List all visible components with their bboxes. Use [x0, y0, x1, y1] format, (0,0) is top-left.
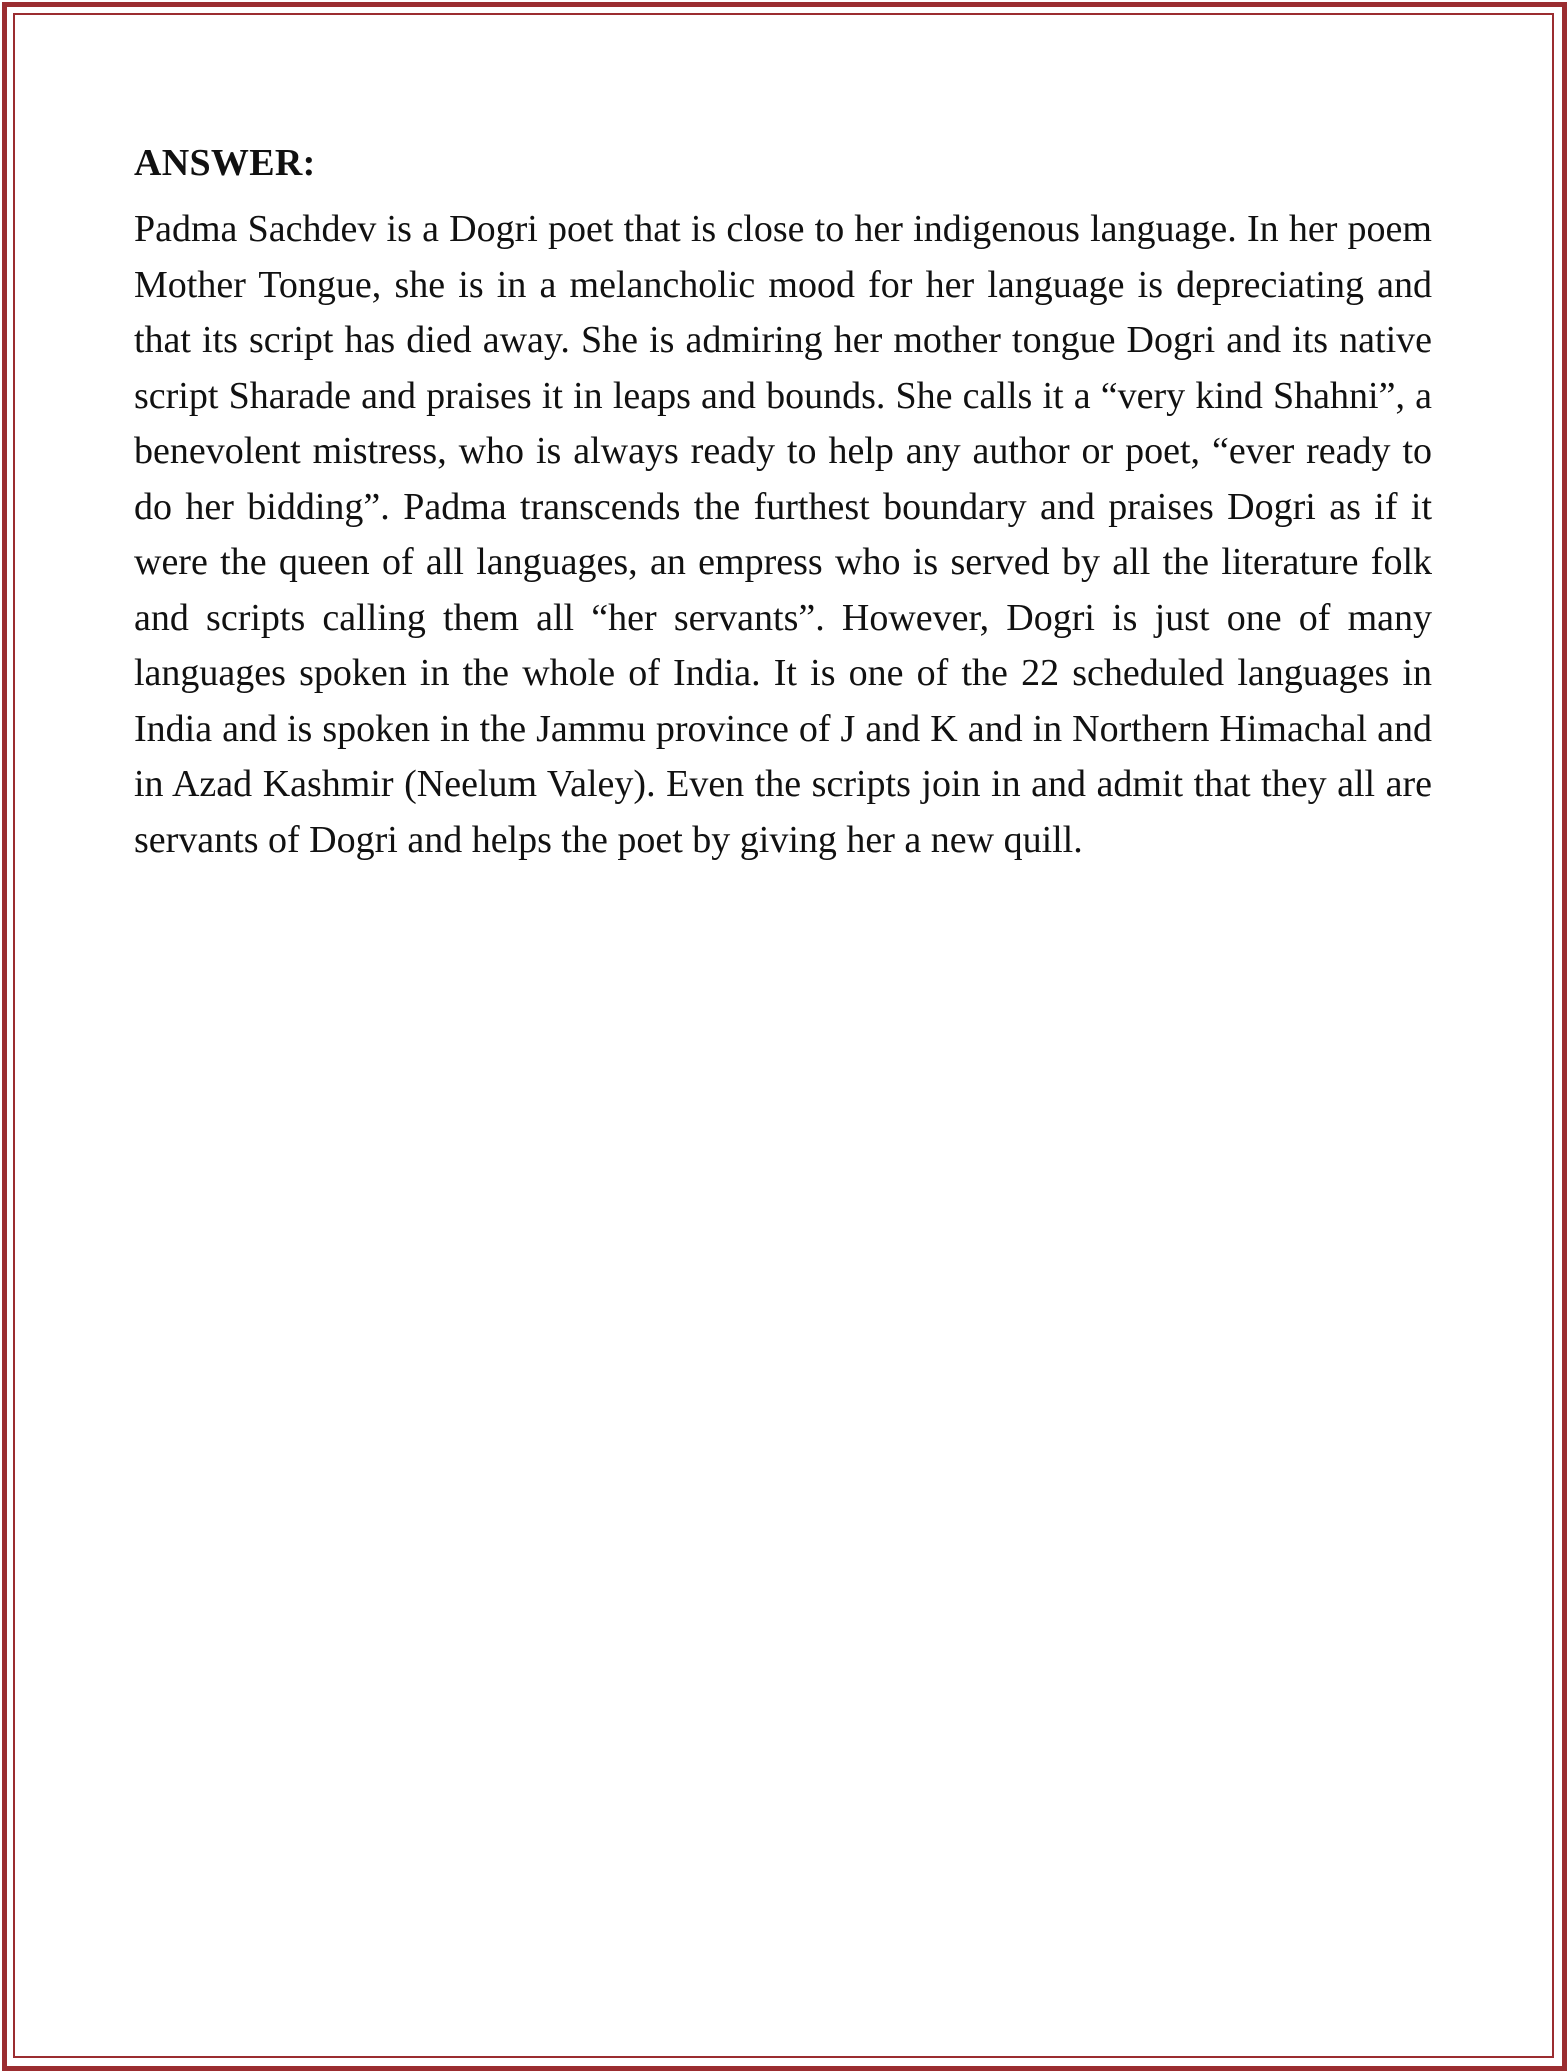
- answer-paragraph: Padma Sachdev is a Dogri poet that is close to her indigenous language. In her poem Mother Tongue, she is in a melancholic mood for her language is depreciating and that its script has died away. She is admiring her mother tongue Dogri and its native script Sharade and praises it in leaps and bounds. She calls it a “very kind Shahni”, a benevolent mistress, who is always ready to help any author or poet, “ever ready to do her bidding”. Padma transcends the furthest boundary and praises Dogri as if it were the queen of all languages, an empress who is served by all the literature folk and scripts calling them all “her servants”. However, Dogri is just one of many languages spoken in the whole of India. It is one of the 22 scheduled languages in India and is spoken in the Jammu province of J and K and in Northern Himachal and in Azad Kashmir (Neelum Valey). Even the scripts join in and admit that they all are servants of Dogri and helps the poet by giving her a new quill.: [134, 208, 1432, 861]
- document-content: [134, 138, 1432, 868]
- answer-heading: ANSWER:: [134, 142, 316, 184]
